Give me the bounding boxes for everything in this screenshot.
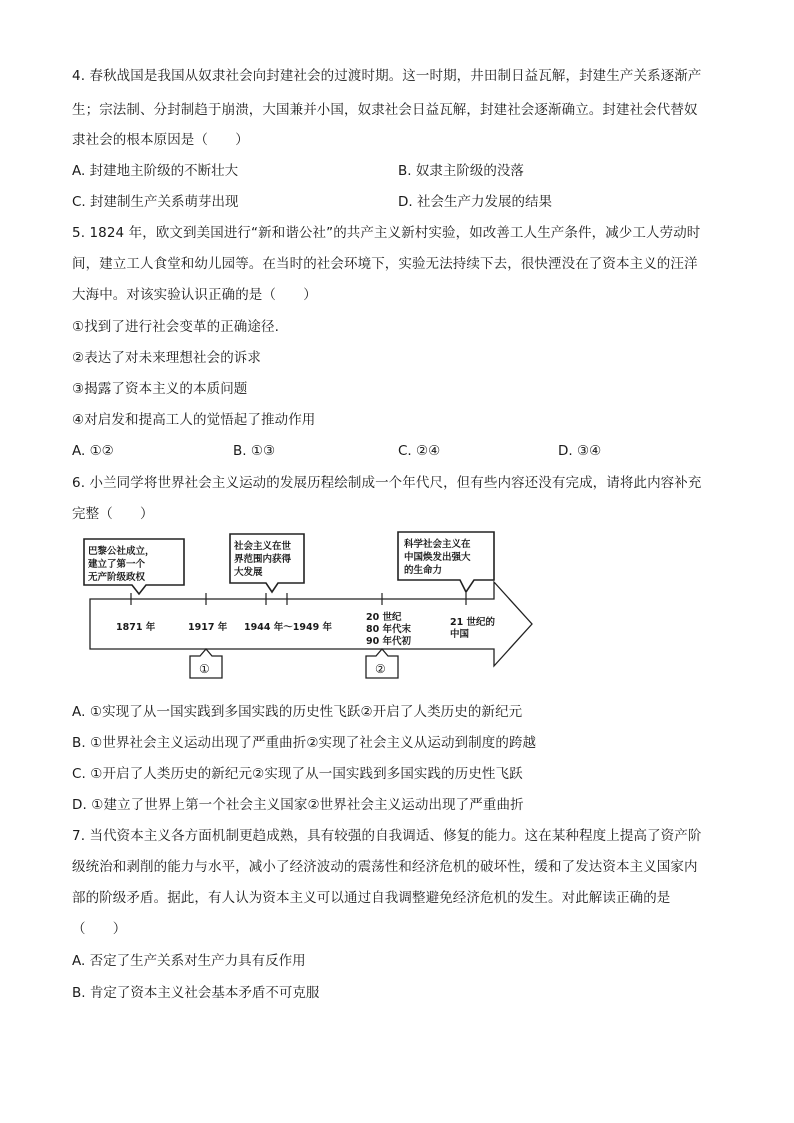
year-1871: 1871 年 [116, 622, 156, 633]
box1-line-1: 巴黎公社成立， [88, 546, 155, 557]
q5-item-3: ③揭露了资本主义的本质问题 [72, 381, 248, 397]
q5-option-d[interactable]: D. ③④ [558, 443, 602, 459]
year-1990s-line-3: 90 年代初 [366, 636, 412, 647]
q6-option-a[interactable]: A. ①实现了从一国实践到多国实践的历史性飞跃②开启了人类历史的新纪元 [72, 704, 523, 720]
year-21c-line-2: 中国 [450, 629, 470, 640]
marker-2: ② [375, 662, 386, 676]
q6-option-d[interactable]: D. ①建立了世界上第一个社会主义国家②世界社会主义运动出现了严重曲折 [72, 797, 524, 813]
q4-stem-line-1: 4. 春秋战国是我国从奴隶社会向封建社会的过渡时期。这一时期，井田制日益瓦解，封建生产关系逐渐产 [72, 68, 702, 84]
q5-stem-line-3: 大海中。对该实验认识正确的是（ ） [72, 287, 317, 303]
year-1944-1949: 1944 年～1949 年 [244, 622, 332, 633]
q5-option-c[interactable]: C. ②④ [398, 443, 441, 459]
q6-option-c[interactable]: C. ①开启了人类历史的新纪元②实现了从一国实践到多国实践的历史性飞跃 [72, 766, 523, 782]
box1-line-3: 无产阶级政权 [88, 572, 146, 583]
timeline-svg [82, 530, 542, 680]
q4-stem-line-2: 生；宗法制、分封制趋于崩溃，大国兼并小国，奴隶社会日益瓦解，封建社会逐渐确立。封建社会代替奴 [72, 102, 698, 118]
q7-stem-line-4: （ ） [72, 921, 127, 937]
q5-option-b[interactable]: B. ①③ [233, 443, 276, 459]
box3-line-1: 科学社会主义在 [404, 539, 471, 550]
timeline-figure [82, 530, 542, 680]
year-1990s-line-2: 80 年代末 [366, 624, 412, 635]
year-1917: 1917 年 [188, 622, 228, 633]
box1-line-2: 建立了第一个 [88, 559, 146, 570]
q7-stem-line-1: 7. 当代资本主义各方面机制更趋成熟，具有较强的自我调适、修复的能力。这在某种程度上提高了资产阶 [72, 828, 702, 844]
year-1990s-line-1: 20 世纪 [366, 612, 402, 623]
box3-line-3: 的生命力 [404, 565, 443, 576]
box2-line-2: 界范围内获得 [234, 554, 292, 565]
q5-option-a[interactable]: A. ①② [72, 443, 114, 459]
q7-option-b[interactable]: B. 肯定了资本主义社会基本矛盾不可克服 [72, 985, 320, 1001]
q5-stem-line-2: 间，建立工人食堂和幼儿园等。在当时的社会环境下，实验无法持续下去，很快湮没在了资本主义的汪洋 [72, 256, 698, 272]
box2-line-1: 社会主义在世 [234, 541, 292, 552]
q4-option-d[interactable]: D. 社会生产力发展的结果 [398, 194, 552, 210]
q7-option-a[interactable]: A. 否定了生产关系对生产力具有反作用 [72, 953, 306, 969]
q6-stem-line-1: 6. 小兰同学将世界社会主义运动的发展历程绘制成一个年代尺，但有些内容还没有完成，请将此内容补充 [72, 475, 702, 491]
box2-line-3: 大发展 [234, 567, 263, 578]
q7-stem-line-2: 级统治和剥削的能力与水平，减小了经济波动的震荡性和经济危机的破坏性，缓和了发达资本主义国家内 [72, 859, 698, 875]
q4-stem-line-3: 隶社会的根本原因是（ ） [72, 132, 249, 148]
box3-line-2: 中国焕发出强大 [404, 552, 471, 563]
q5-stem-line-1: 5. 1824 年，欧文到美国进行“新和谐公社”的共产主义新村实验，如改善工人生产条件，减少工人劳动时 [72, 225, 701, 241]
q4-option-a[interactable]: A. 封建地主阶级的不断壮大 [72, 163, 239, 179]
q6-stem-line-2: 完整（ ） [72, 506, 154, 522]
q4-option-c[interactable]: C. 封建制生产关系萌芽出现 [72, 194, 239, 210]
marker-1: ① [199, 662, 210, 676]
q5-item-1: ①找到了进行社会变革的正确途径. [72, 319, 279, 335]
q5-item-2: ②表达了对未来理想社会的诉求 [72, 350, 262, 366]
q7-stem-line-3: 部的阶级矛盾。据此，有人认为资本主义可以通过自我调整避免经济危机的发生。对此解读正确的是 [72, 890, 671, 906]
q6-option-b[interactable]: B. ①世界社会主义运动出现了严重曲折②实现了社会主义从运动到制度的跨越 [72, 735, 537, 751]
q4-option-b[interactable]: B. 奴隶主阶级的没落 [398, 163, 524, 179]
year-21c-line-1: 21 世纪的 [450, 617, 496, 628]
q5-item-4: ④对启发和提高工人的觉悟起了推动作用 [72, 412, 316, 428]
